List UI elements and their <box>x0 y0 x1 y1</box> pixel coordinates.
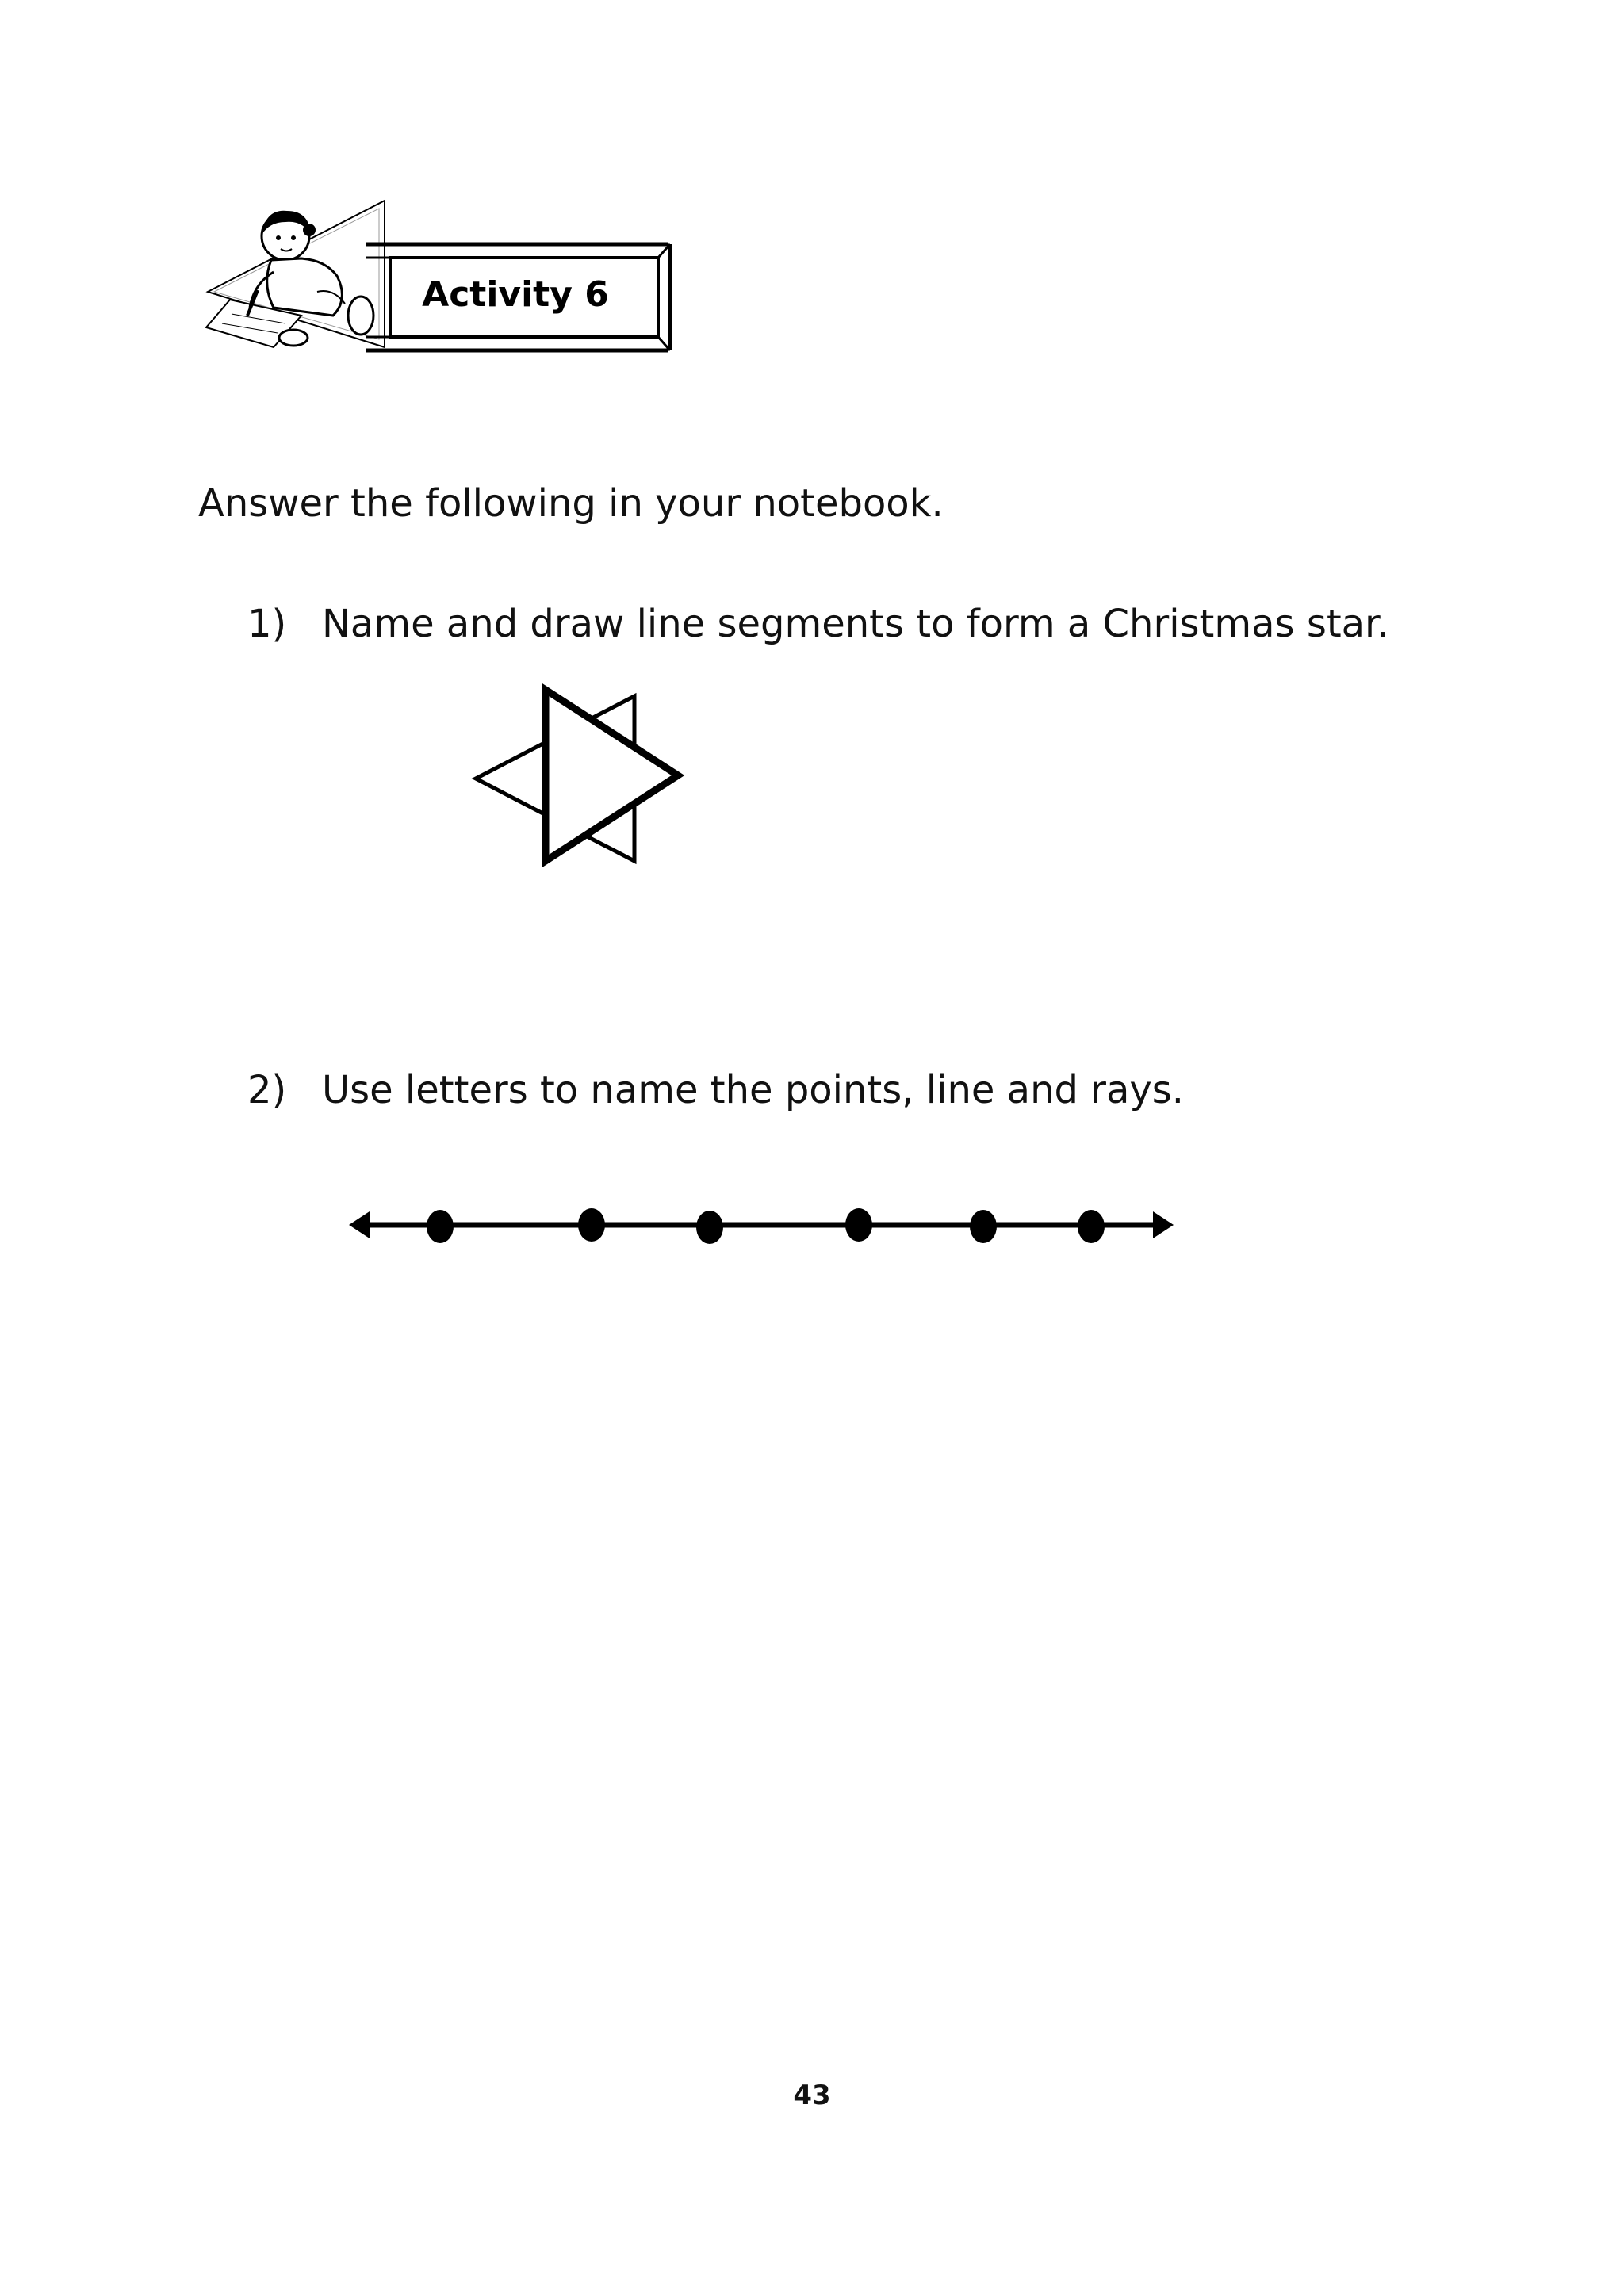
instruction-text: Answer the following in your notebook. <box>198 481 944 526</box>
left-arrow-icon <box>349 1211 370 1238</box>
point-6 <box>1078 1210 1105 1243</box>
page-number: 43 <box>793 2080 831 2111</box>
activity-title: Activity 6 <box>422 274 609 315</box>
point-1 <box>427 1210 454 1243</box>
christmas-star-icon <box>468 682 690 872</box>
point-5 <box>970 1210 997 1243</box>
right-arrow-icon <box>1153 1211 1174 1238</box>
question-2-number: 2) <box>247 1068 287 1112</box>
question-1-text: Name and draw line segments to form a Christmas star. <box>322 602 1389 646</box>
point-3 <box>696 1211 723 1244</box>
line-with-points-figure <box>349 1197 1174 1253</box>
question-1-number: 1) <box>247 602 287 646</box>
point-4 <box>845 1208 872 1242</box>
point-2 <box>578 1208 605 1242</box>
question-2-text: Use letters to name the points, line and rays. <box>322 1068 1185 1112</box>
